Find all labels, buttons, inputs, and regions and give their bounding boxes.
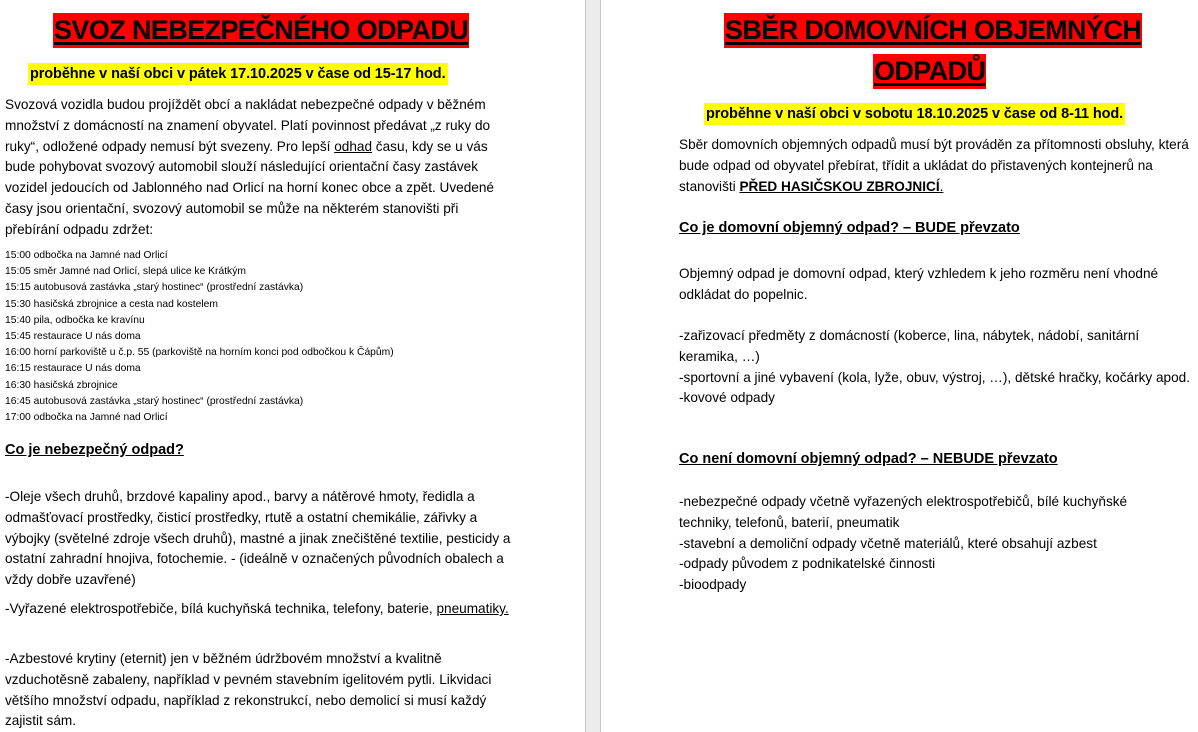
bulky-intro-location: PŘED HASIČSKOU ZBROJNICÍ <box>739 178 940 194</box>
intro-paragraph-hazardous <box>5 95 515 241</box>
page-separator <box>585 0 601 732</box>
accepted-item: -sportovní a jiné vybavení (kola, lyže, obuv, výstroj, …), dětské hračky, kočárky apod. <box>679 369 1190 385</box>
schedule-item: 17:00 odbočka na Jamné nad Orlicí <box>5 412 168 424</box>
title-bulky-waste-line1: SBĚR DOMOVNÍCH OBJEMNÝCH <box>724 13 1142 48</box>
rejected-list <box>679 492 1179 596</box>
document-page-right <box>601 0 1198 732</box>
heading-accepted: Co je domovní objemný odpad? – BUDE převzato <box>679 220 1020 236</box>
schedule-item: 15:15 autobusová zastávka „starý hostinec“ (prostřední zastávka) <box>5 282 304 294</box>
subtitle-date-bulky: proběhne v naší obci v sobotu 18.10.2025 v čase od 8-11 hod. <box>704 103 1125 125</box>
schedule-item: 16:00 horní parkoviště u č.p. 55 (parkoviště na horním konci pod odbočkou k Čápům) <box>5 347 394 359</box>
schedule-item: 16:15 restaurace U nás doma <box>5 363 141 375</box>
schedule-item: 15:00 odbočka na Jamné nad Orlicí <box>5 250 168 261</box>
schedule-item: 16:30 hasičská zbrojnice <box>5 379 118 391</box>
bulky-intro-period: . <box>939 178 944 194</box>
intro-text-1: Svozová vozidla budou projíždět obcí a nakládat nebezpečné odpady v běžném množství z domácností na znamení obyvatel. Platí povinnost předávat „z ruky do ruky“, odložené odpady nemusí být svezeny. Pro lepší <box>5 97 491 154</box>
intro-paragraph-bulky <box>679 135 1194 197</box>
schedule-item: 15:40 pila, odbočka ke kravínu <box>5 314 145 326</box>
schedule-item: 16:45 autobusová zastávka „starý hostinec“ (prostřední zastávka) <box>5 395 304 407</box>
schedule-item: 15:45 restaurace U nás doma <box>5 331 141 343</box>
schedule-item: 15:05 směr Jamné nad Orlicí, slepá ulice ke Krátkým <box>5 266 246 278</box>
hazardous-item-chemicals: -Oleje všech druhů, brzdové kapaliny apod., barvy a nátěrové hmoty, ředidla a odmašťovací prostředky, čisticí prostředky, rtutě a ostatní chemikálie, zářivky a výbojky (světelné zdroje všech druhů), mastné a jinak znečištěné textilie, pesticidy a ostatní zahradní hnojiva, fotochemie. - (ideálně v označených původních obalech a vždy dobře uzavřené) <box>5 489 511 588</box>
heading-rejected: Co není domovní objemný odpad? – NEBUDE převzato <box>679 451 1058 467</box>
bulky-definition: Objemný odpad je domovní odpad, který vzhledem k jeho rozměru není vhodné odkládat do popelnic. <box>679 266 1159 302</box>
intro-text-2: času, kdy se u vás bude pohybovat svozový automobil slouží následující orientační časy zastávek vozidel jedoucích od Jablonného nad Orlicí na horní konec obce a zpět. Uvedené časy jsou orientační, svozový automobil se může na některém stanovišti při přebírání odpadu zdržet: <box>5 138 494 237</box>
rejected-item: -odpady původem z podnikatelské činnosti <box>679 556 936 572</box>
accepted-item: -zařizovací předměty z domácností (koberce, lina, nábytek, nádobí, sanitární keramika, …) <box>679 328 1140 364</box>
document-page-left <box>0 0 585 732</box>
schedule-list <box>5 248 394 426</box>
hazardous-item-asbestos: -Azbestové krytiny (eternit) jen v běžném údržbovém množství a kvalitně vzduchotěsně zabaleny, například v pevném stavebním igelitovém pytli. Likvidaci většího množství odpadu, například z rekonstrukcí, nebo demolicí si musí každý zajistit sám. <box>5 651 492 729</box>
heading-what-is-hazardous: Co je nebezpečný odpad? <box>5 442 184 458</box>
title-hazardous-waste: SVOZ NEBEZPEČNÉHO ODPADU <box>53 13 469 48</box>
schedule-item: 15:30 hasičská zbrojnice a cesta nad kostelem <box>5 298 218 310</box>
subtitle-date-hazardous: proběhne v naší obci v pátek 17.10.2025 v čase od 15-17 hod. <box>28 63 448 85</box>
accepted-list <box>679 326 1194 409</box>
hazardous-item-electronics <box>5 599 515 620</box>
title-bulky-waste-line2: ODPADŮ <box>873 54 986 89</box>
accepted-item: -kovové odpady <box>679 390 775 406</box>
electronics-underlined: pneumatiky. <box>436 601 509 616</box>
rejected-item: -bioodpady <box>679 577 747 593</box>
electronics-text: -Vyřazené elektrospotřebiče, bílá kuchyňská technika, telefony, baterie, <box>5 601 437 616</box>
rejected-item: -nebezpečné odpady včetně vyřazených elektrospotřebičů, bílé kuchyňské techniky, telefonů, baterií, pneumatik <box>679 494 1128 530</box>
bulky-intro-text: Sběr domovních objemných odpadů musí být prováděn za přítomnosti obsluhy, která bude odpad od obyvatel přebírat, třídit a ukládat do přistavených kontejnerů na stanovišti <box>679 137 1189 194</box>
rejected-item: -stavební a demoliční odpady včetně materiálů, které obsahují azbest <box>679 535 1097 551</box>
intro-underlined-word: odhad <box>334 138 373 154</box>
